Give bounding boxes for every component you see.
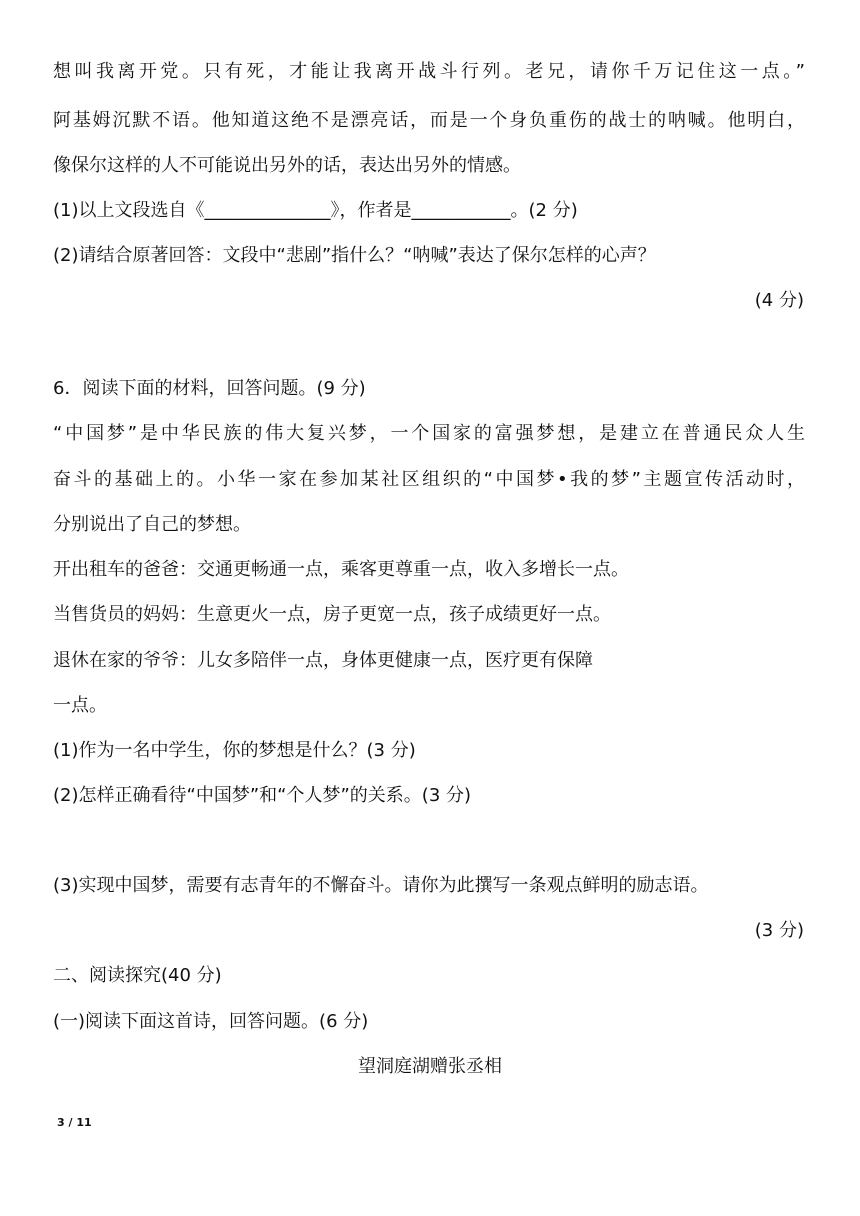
text-line: 开出租车的爸爸：交通更畅通一点，乘客更尊重一点，收入多增长一点。	[53, 559, 629, 580]
section-heading: 二、阅读探究(40 分)	[53, 965, 222, 986]
text-line: “中国梦”是中华民族的伟大复兴梦，一个国家的富强梦想，是建立在普通民众人生	[53, 423, 805, 444]
text-line: 当售货员的妈妈：生意更火一点，房子更宽一点，孩子成绩更好一点。	[53, 604, 611, 625]
text-line: 像保尔这样的人不可能说出另外的话，表达出另外的情感。	[53, 155, 521, 176]
text-line: 奋斗的基础上的。小华一家在参加某社区组织的“中国梦•我的梦”主题宣传活动时，	[53, 469, 805, 490]
text-line: 想叫我离开党。只有死，才能让我离开战斗行列。老兄，请你千万记住这一点。”	[53, 61, 805, 82]
page-number: 3 / 11	[57, 1116, 92, 1129]
text-line: 退休在家的爷爷：儿女多陪伴一点，身体更健康一点，医疗更有保障	[53, 650, 593, 671]
poem-title: 望洞庭湖赠张丞相	[358, 1056, 502, 1077]
score-label: (3 分)	[754, 920, 804, 941]
subsection-heading: (一)阅读下面这首诗，回答问题。(6 分)	[53, 1011, 369, 1032]
question-6-heading: 6．阅读下面的材料，回答问题。(9 分)	[53, 378, 366, 399]
question-1-fill-blank: (1)以上文段选自《______________》，作者是___________。(2 分)	[53, 200, 578, 221]
text-line: 一点。	[53, 695, 107, 716]
question-2: (2)请结合原著回答：文段中“悲剧”指什么？“呐喊”表达了保尔怎样的心声？	[53, 245, 656, 266]
score-label: (4 分)	[754, 290, 804, 311]
sub-question-2: (2)怎样正确看待“中国梦”和“个人梦”的关系。(3 分)	[53, 785, 472, 806]
sub-question-3: (3)实现中国梦，需要有志青年的不懈奋斗。请你为此撰写一条观点鲜明的励志语。	[53, 875, 709, 896]
sub-question-1: (1)作为一名中学生，你的梦想是什么？(3 分)	[53, 740, 416, 761]
text-line: 分别说出了自己的梦想。	[53, 514, 251, 535]
text-line: 阿基姆沉默不语。他知道这绝不是漂亮话，而是一个身负重伤的战士的呐喊。他明白，	[53, 110, 805, 131]
